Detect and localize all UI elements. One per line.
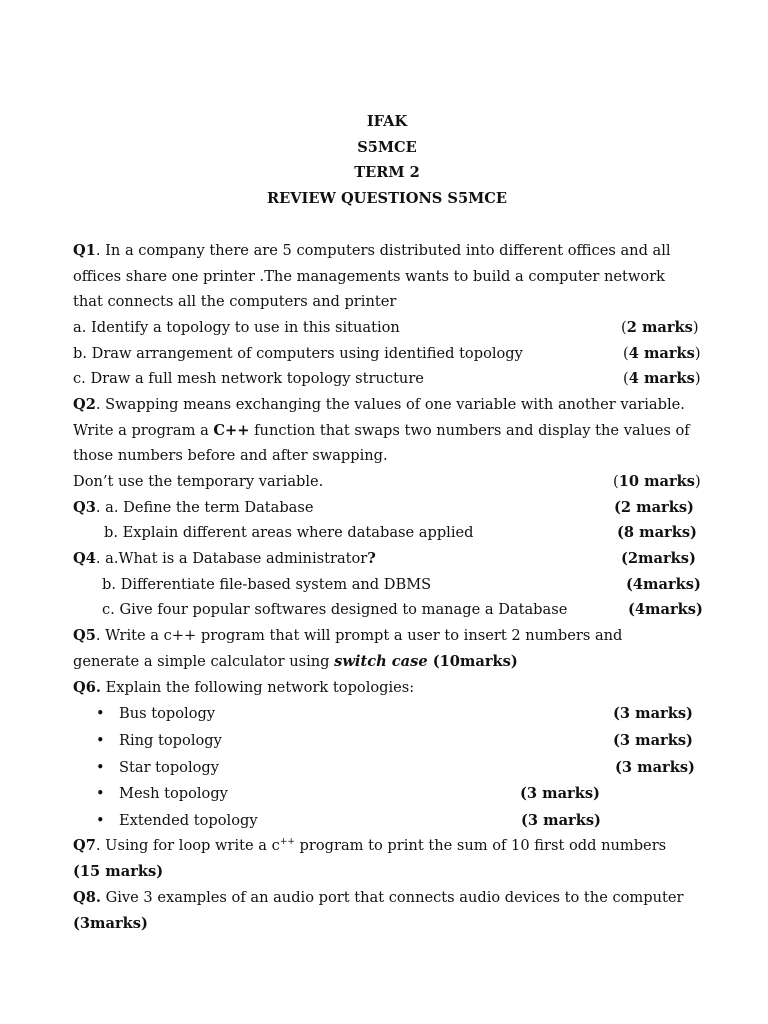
q3-number: Q3 xyxy=(73,499,96,516)
q6-number: Q6. xyxy=(73,679,101,696)
q8-marks: (3marks) xyxy=(73,915,148,932)
header-title: REVIEW QUESTIONS S5MCE xyxy=(266,190,508,207)
bullet-icon: • xyxy=(96,732,105,749)
q6-intro: Q6. Explain the following network topologies: xyxy=(73,679,415,696)
q8-line-1: Q8. Give 3 examples of an audio port that connects audio devices to the computer xyxy=(73,889,684,906)
q2-line-2: Write a program a C++ function that swaps two numbers and display the values of xyxy=(73,422,690,439)
q1-c-marks: (4 marks) xyxy=(623,370,701,387)
bullet-icon: • xyxy=(96,812,105,829)
bullet-icon: • xyxy=(96,759,105,776)
q1-part-a: a. Identify a topology to use in this situation xyxy=(73,319,400,336)
q2-line-3: those numbers before and after swapping. xyxy=(73,447,388,464)
q1-number: Q1 xyxy=(73,242,96,259)
q3-a-marks: (2 marks) xyxy=(614,499,694,516)
header-class: S5MCE xyxy=(357,139,417,156)
header-term: TERM 2 xyxy=(354,164,420,181)
q3-part-b: b. Explain different areas where database applied xyxy=(104,524,474,541)
q6-item-mesh-marks: (3 marks) xyxy=(520,785,600,802)
q6-item-ring-marks: (3 marks) xyxy=(613,732,693,749)
q4-a-marks: (2marks) xyxy=(621,550,696,567)
q6-item-ring: Ring topology xyxy=(119,732,222,749)
q5-line-1: Q5. Write a c++ program that will prompt a user to insert 2 numbers and xyxy=(73,627,623,644)
q4-c-marks: (4marks) xyxy=(628,601,703,618)
bullet-icon: • xyxy=(96,705,105,722)
q1-line-2: offices share one printer .The managements wants to build a computer network xyxy=(73,268,666,285)
q1-part-c: c. Draw a full mesh network topology structure xyxy=(73,370,424,387)
q3-part-a: Q3. a. Define the term Database xyxy=(73,499,314,516)
q5-number: Q5 xyxy=(73,627,96,644)
header-school: IFAK xyxy=(366,113,408,130)
q2-line-1: Q2. Swapping means exchanging the values of one variable with another variable. xyxy=(73,396,685,413)
q7-line-1: Q7. Using for loop write a c++ program to print the sum of 10 first odd numbers xyxy=(73,837,667,854)
q3-b-marks: (8 marks) xyxy=(617,524,697,541)
q4-part-c: c. Give four popular softwares designed to manage a Database xyxy=(102,601,568,618)
q4-b-marks: (4marks) xyxy=(626,576,701,593)
q6-item-star-marks: (3 marks) xyxy=(615,759,695,776)
q6-item-extended-marks: (3 marks) xyxy=(521,812,601,829)
q6-item-star: Star topology xyxy=(119,759,219,776)
q6-item-bus-marks: (3 marks) xyxy=(613,705,693,722)
q4-part-a: Q4. a.What is a Database administrator? xyxy=(73,550,376,567)
q7-number: Q7 xyxy=(73,837,96,854)
q1-line-3: that connects all the computers and printer xyxy=(73,293,397,310)
q4-part-b: b. Differentiate file-based system and DBMS xyxy=(102,576,432,593)
q4-number: Q4 xyxy=(73,550,96,567)
q6-item-extended: Extended topology xyxy=(119,812,258,829)
q8-number: Q8. xyxy=(73,889,101,906)
q7-marks: (15 marks) xyxy=(73,863,164,880)
q2-line-4: Don’t use the temporary variable. xyxy=(73,473,324,490)
q6-item-bus: Bus topology xyxy=(119,705,216,722)
q1-b-marks: (4 marks) xyxy=(623,345,701,362)
q5-line-2: generate a simple calculator using switch case (10marks) xyxy=(73,653,518,670)
q1-a-marks: (2 marks) xyxy=(621,319,699,336)
q2-marks: (10 marks) xyxy=(613,473,701,490)
q1-part-b: b. Draw arrangement of computers using identified topology xyxy=(73,345,523,362)
q1-line-1: Q1. In a company there are 5 computers distributed into different offices and all xyxy=(73,242,671,259)
bullet-icon: • xyxy=(96,785,105,802)
q2-number: Q2 xyxy=(73,396,96,413)
q6-item-mesh: Mesh topology xyxy=(119,785,228,802)
